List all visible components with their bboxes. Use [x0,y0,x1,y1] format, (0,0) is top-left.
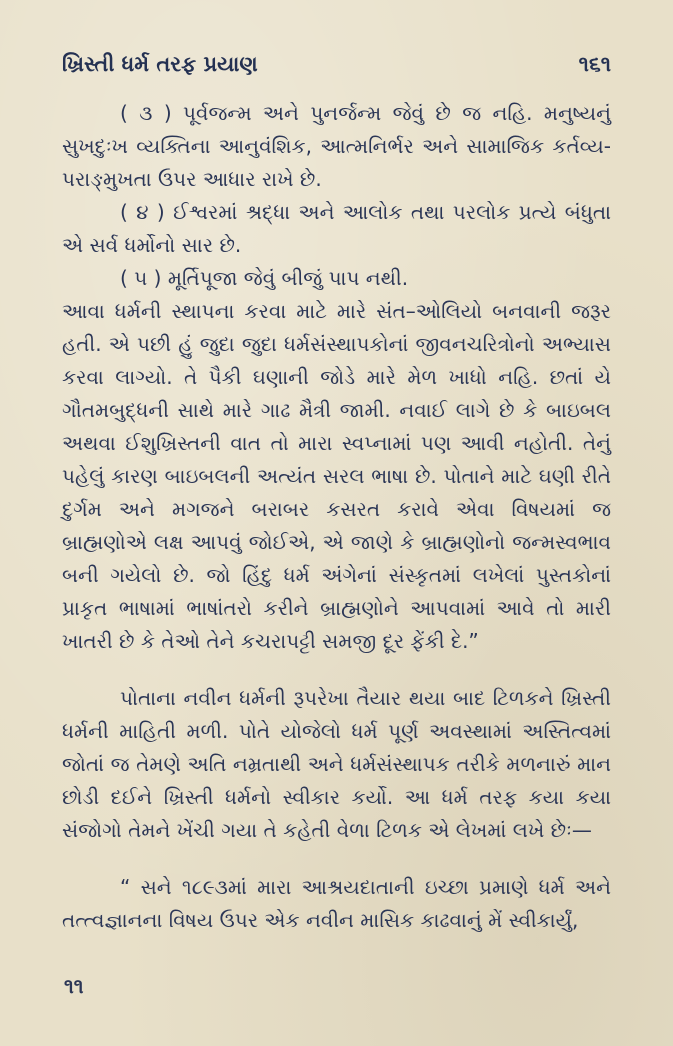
paragraph-point-5: ( ૫ ) મૂર્તિપૂજા જેવું બીજું પાપ નથી. [120,266,409,290]
paragraph-quote-1893: “ સને ૧૮૯૩માં મારા આશ્રયદાતાની ઇચ્છા પ્રમાણે ધર્મ અને તત્ત્વજ્ઞાનના વિષય ઉપર એક નવીન માસિક કાઢવાનું મેં સ્વીકાર્યું, [62,875,611,932]
page-number: ૧૬૧ [578,52,611,76]
paragraph-point-4: ( ૪ ) ઈશ્વરમાં શ્રદ્ધા અને આલોક તથા પરલોક પ્રત્યે બંધુતા એ સર્વ ધર્મોનો સાર છે. [62,200,611,257]
signature-mark: ૧૧ [64,974,84,998]
paragraph-point-3: ( ૩ ) પૂર્વજન્મ અને પુનર્જન્મ જેવું છે જ નહિ. મનુષ્યનું સુખદુઃખ વ્યક્તિના આનુવંશિક, આત્મનિર્ભર અને સામાજિક કર્તવ્ય-પરાઙ્મુખતા ઉપર આધાર રાખે છે. [62,101,611,191]
page-header [62,52,611,82]
paragraph-tilak-christianity: પોતાના નવીન ધર્મની રૂપરેખા તૈયાર થયા બાદ ટિળકને ખ્રિસ્તી ધર્મની માહિતી મળી. પોતે યોજેલો ધર્મ પૂર્ણ અવસ્થામાં અસ્તિત્વમાં જોતાં જ તેમણે અતિ નમ્રતાથી અને ધર્મસંસ્થાપક તરીકે મળનારું માન છોડી દઈને ખ્રિસ્તી ધર્મનો સ્વીકાર કર્યો. આ ધર્મ તરફ કયા કયા સંજોગો તેમને ખેંચી ગયા તે કહેતી વેળા ટિળક એ લેખમાં લખે છેઃ— [62,686,611,842]
paragraph-religion-founding: આવા ધર્મની સ્થાપના કરવા માટે મારે સંત–ઓલિયો બનવાની જરૂર હતી. એ પછી હું જુદા જુદા ધર્મસંસ્થાપકોનાં જીવનચરિત્રોનો અભ્યાસ કરવા લાગ્યો. તે પૈકી ઘણાની જોડે મારે મેળ ખાધો નહિ. છતાં યે ગૌતમબુદ્ધની સાથે મારે ગાઢ મૈત્રી જામી. નવાઈ લાગે છે કે બાઇબલ અથવા ઈશુખ્રિસ્તની વાત તો મારા સ્વપ્નામાં પણ આવી નહોતી. તેનું પહેલું કારણ બાઇબલની અત્યંત સરલ ભાષા છે. પોતાને માટે ઘણી રીતે દુર્ગમ અને મગજને બરાબર કસરત કરાવે એવા વિષયમાં જ બ્રાહ્મણોએ લક્ષ આપવું જોઈએ, એ જાણે કે બ્રાહ્મણોનો જન્મસ્વભાવ બની ગયેલો છે. જો હિંદુ ધર્મ અંગેનાં સંસ્કૃતમાં લખેલાં પુસ્તકોનાં પ્રાકૃત ભાષામાં ભાષાંતરો કરીને બ્રાહ્મણોને આપવામાં આવે તો મારી ખાતરી છે કે તેઓ તેને કચરાપટ્ટી સમજી દૂર ફેંકી દે.” [62,299,611,653]
running-title: ખ્રિસ્તી ધર્મ તરફ પ્રયાણ [62,52,258,76]
page-body [62,97,611,937]
